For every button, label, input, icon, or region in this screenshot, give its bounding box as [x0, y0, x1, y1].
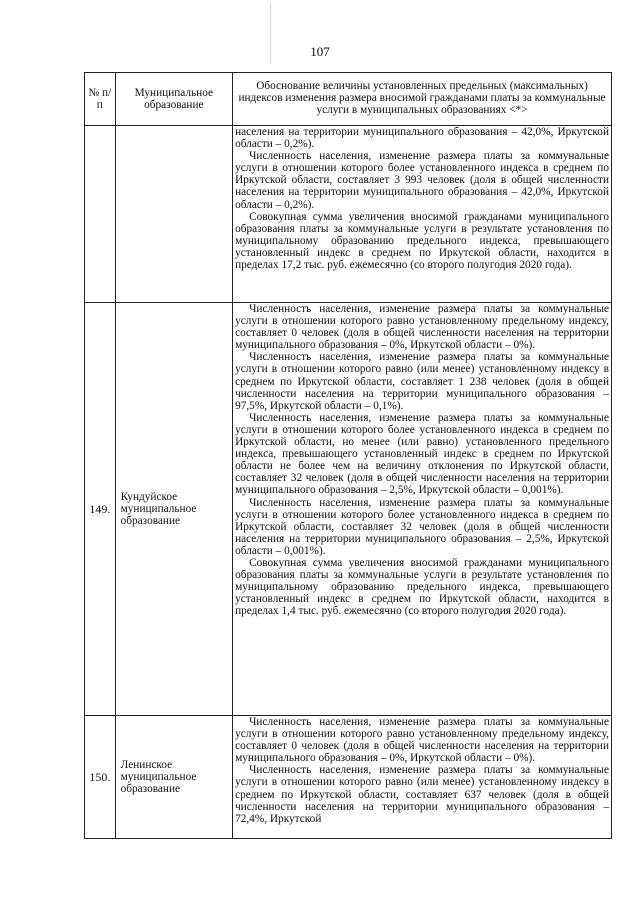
header-num: № п/п: [85, 73, 116, 126]
row-municipality: Ленинское муниципальное образование: [115, 716, 232, 839]
justification-table: [84, 72, 612, 839]
header-municipality: Муниципальное образование: [115, 73, 232, 126]
paragraph: Численность населения, изменение размера платы за коммунальные услуги в отношении которого равно установленному предельному индексу, составляет 0 человек (доля в общей численности населения на территории муниципального образования – 0%, Иркутской области – 0%).: [235, 716, 609, 765]
table-row: [85, 716, 612, 839]
paragraph: Численность населения, изменение размера платы за коммунальные услуги в отношении которого равно (или менее) установленному индексу в среднем по Иркутской области, составляет 637 человек (доля в общей численности населения на территории муниципального образования – 72,4%, Иркутской: [235, 764, 609, 825]
row-num: 150.: [85, 716, 116, 839]
table-row: [85, 303, 612, 716]
header-justification: Обоснование величины установленных предельных (максимальных) индексов изменения размера вносимой гражданами платы за коммунальные услуги в муниципальных образованиях <*>: [233, 73, 612, 126]
paragraph: Совокупная сумма увеличения вносимой гражданами муниципального образования платы за коммунальные услуги в результате установления по муниципальному образованию предельного индекса, превышающего установленный индекс в среднем по Иркутской области, находится в пределах 1,4 тыс. руб. ежемесячно (со второго полугодия 2020 года).: [235, 556, 609, 618]
row-justification: [233, 126, 612, 303]
row-num: [85, 126, 116, 303]
row-municipality: Кундуйское муниципальное образование: [115, 303, 232, 716]
paragraph: Численность населения, изменение размера платы за коммунальные услуги в отношении которого равно (или менее) установленному индексу в среднем по Иркутской области, составляет 1 238 человек (доля в общей численности населения на территории муниципального образования – 97,5%, Иркутской области – 0,1%).: [235, 351, 609, 412]
paragraph: Численность населения, изменение размера платы за коммунальные услуги в отношении которого более установленного индекса в среднем по Иркутской области, составляет 3 993 человек (доля в общей численности населения на территории муниципального образования – 42,0%, Иркутской области – 0,2%).: [235, 150, 609, 211]
row-num: 149.: [85, 303, 116, 716]
table-header-row: [85, 73, 612, 126]
page-number: 107: [310, 44, 330, 59]
paragraph: Численность населения, изменение размера платы за коммунальные услуги в отношении которого равно установленному предельному индексу, составляет 0 человек (доля в общей численности населения на территории муниципального образования – 0%, Иркутской области – 0%).: [235, 303, 609, 352]
paragraph: Численность населения, изменение размера платы за коммунальные услуги в отношении которого более установленного индекса в среднем по Иркутской области, составляет 32 человек (доля в общей численности населения на территории муниципального образования – 2,5%, Иркутской области – 0,001%).: [235, 496, 609, 557]
paragraph: Численность населения, изменение размера платы за коммунальные услуги в отношении которого более установленного индекса в среднем по Иркутской области, но менее (или равно) установленного предельного индекса, превышающего установленный индекс в среднем по Иркутской области не более чем на величину отклонения по Иркутской области, составляет 32 человек (доля в общей численности населения на территории муниципального образования – 2,5%, Иркутской области – 0,001%).: [235, 411, 609, 497]
paragraph: Совокупная сумма увеличения вносимой гражданами муниципального образования платы за коммунальные услуги в результате установления по муниципальному образованию предельного индекса, превышающего установленный индекс в среднем по Иркутской области, находится в пределах 17,2 тыс. руб. ежемесячно (со второго полугодия 2020 года).: [235, 210, 609, 272]
paragraph: населения на территории муниципального образования – 42,0%, Иркутской области – 0,2%).: [235, 126, 609, 151]
table-row: [85, 126, 612, 303]
row-municipality: [115, 126, 232, 303]
row-justification: [233, 716, 612, 839]
row-justification: [233, 303, 612, 716]
